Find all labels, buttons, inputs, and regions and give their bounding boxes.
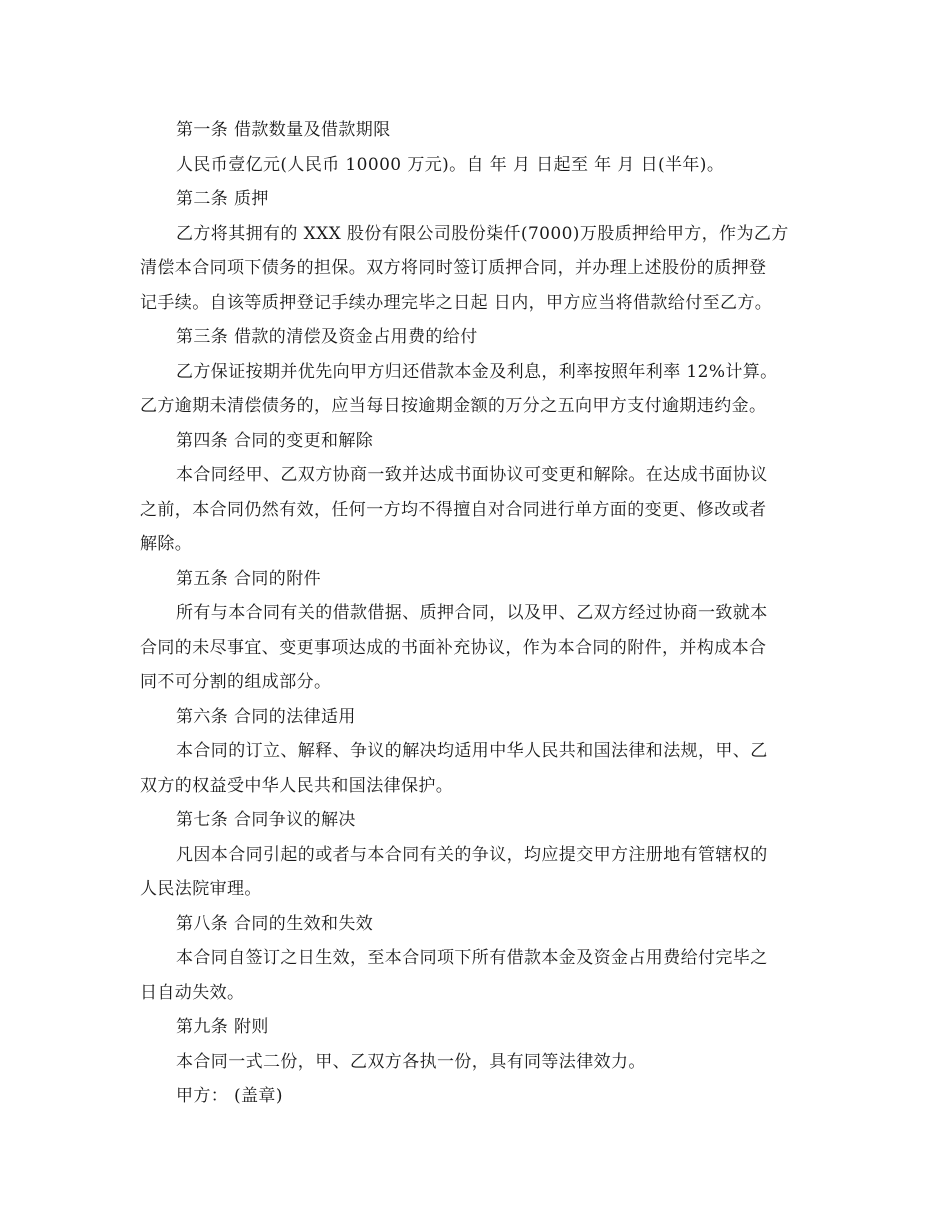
article-4-text-line: 之前，本合同仍然有效，任何一方均不得擅自对合同进行单方面的变更、修改或者 xyxy=(140,499,767,520)
article-9-text-line: 本合同一式二份，甲、乙双方各执一份，具有同等法律效力。 xyxy=(176,1051,646,1072)
article-6-text-line: 双方的权益受中华人民共和国法律保护。 xyxy=(140,775,454,796)
article-1-heading: 第一条 借款数量及借款期限 xyxy=(176,120,391,140)
article-4-text-line: 解除。 xyxy=(140,534,193,554)
article-3-text-line: 乙方保证按期并优先向甲方归还借款本金及利息，利率按照年利率 12%计算。 xyxy=(176,361,778,382)
article-7-heading: 第七条 合同争议的解决 xyxy=(176,810,356,830)
article-6-heading: 第六条 合同的法律适用 xyxy=(176,706,356,727)
article-4-heading: 第四条 合同的变更和解除 xyxy=(176,430,374,451)
article-2-text-line: 记手续。自该等质押登记手续办理完毕之日起 日内，甲方应当将借款给付至乙方。 xyxy=(140,292,773,313)
article-3-text-line: 乙方逾期未清偿债务的，应当每日按逾期金额的万分之五向甲方支付逾期违约金。 xyxy=(140,396,767,416)
article-5-text-line: 合同的未尽事宜、变更事项达成的书面补充协议，作为本合同的附件，并构成本合 xyxy=(140,637,767,658)
article-2-text-line: 清偿本合同项下债务的担保。双方将同时签订质押合同，并办理上述股份的质押登 xyxy=(140,258,767,278)
article-2-heading: 第二条 质押 xyxy=(176,189,269,209)
article-4-text-line: 本合同经甲、乙双方协商一致并达成书面协议可变更和解除。在达成书面协议 xyxy=(176,465,768,485)
article-8-text-line: 本合同自签订之日生效，至本合同项下所有借款本金及资金占用费给付完毕之 xyxy=(176,948,768,968)
article-7-text-line: 人民法院审理。 xyxy=(140,879,262,899)
party-a-signature-line: 甲方： (盖章) xyxy=(176,1086,283,1106)
article-7-text-line: 凡因本合同引起的或者与本合同有关的争议，均应提交甲方注册地有管辖权的 xyxy=(176,844,768,865)
article-6-text-line: 本合同的订立、解释、争议的解决均适用中华人民共和国法律和法规，甲、乙 xyxy=(176,741,768,761)
article-2-text-line: 乙方将其拥有的 XXX 股份有限公司股份柒仟(7000)万股质押给甲方，作为乙方 xyxy=(176,223,789,244)
article-3-heading: 第三条 借款的清偿及资金占用费的给付 xyxy=(176,327,478,347)
article-9-heading: 第九条 附则 xyxy=(176,1017,269,1037)
article-5-heading: 第五条 合同的附件 xyxy=(176,568,322,589)
article-5-text-line: 所有与本合同有关的借款借据、质押合同，以及甲、乙双方经过协商一致就本 xyxy=(176,603,768,623)
article-1-text-line: 人民币壹亿元(人民币 10000 万元)。自 年 月 日起至 年 月 日(半年)。 xyxy=(176,154,725,175)
article-5-text-line: 同不可分割的组成部分。 xyxy=(140,672,332,692)
contract-body xyxy=(140,113,816,1114)
article-8-text-line: 日自动失效。 xyxy=(140,982,245,1003)
article-8-heading: 第八条 合同的生效和失效 xyxy=(176,913,374,934)
